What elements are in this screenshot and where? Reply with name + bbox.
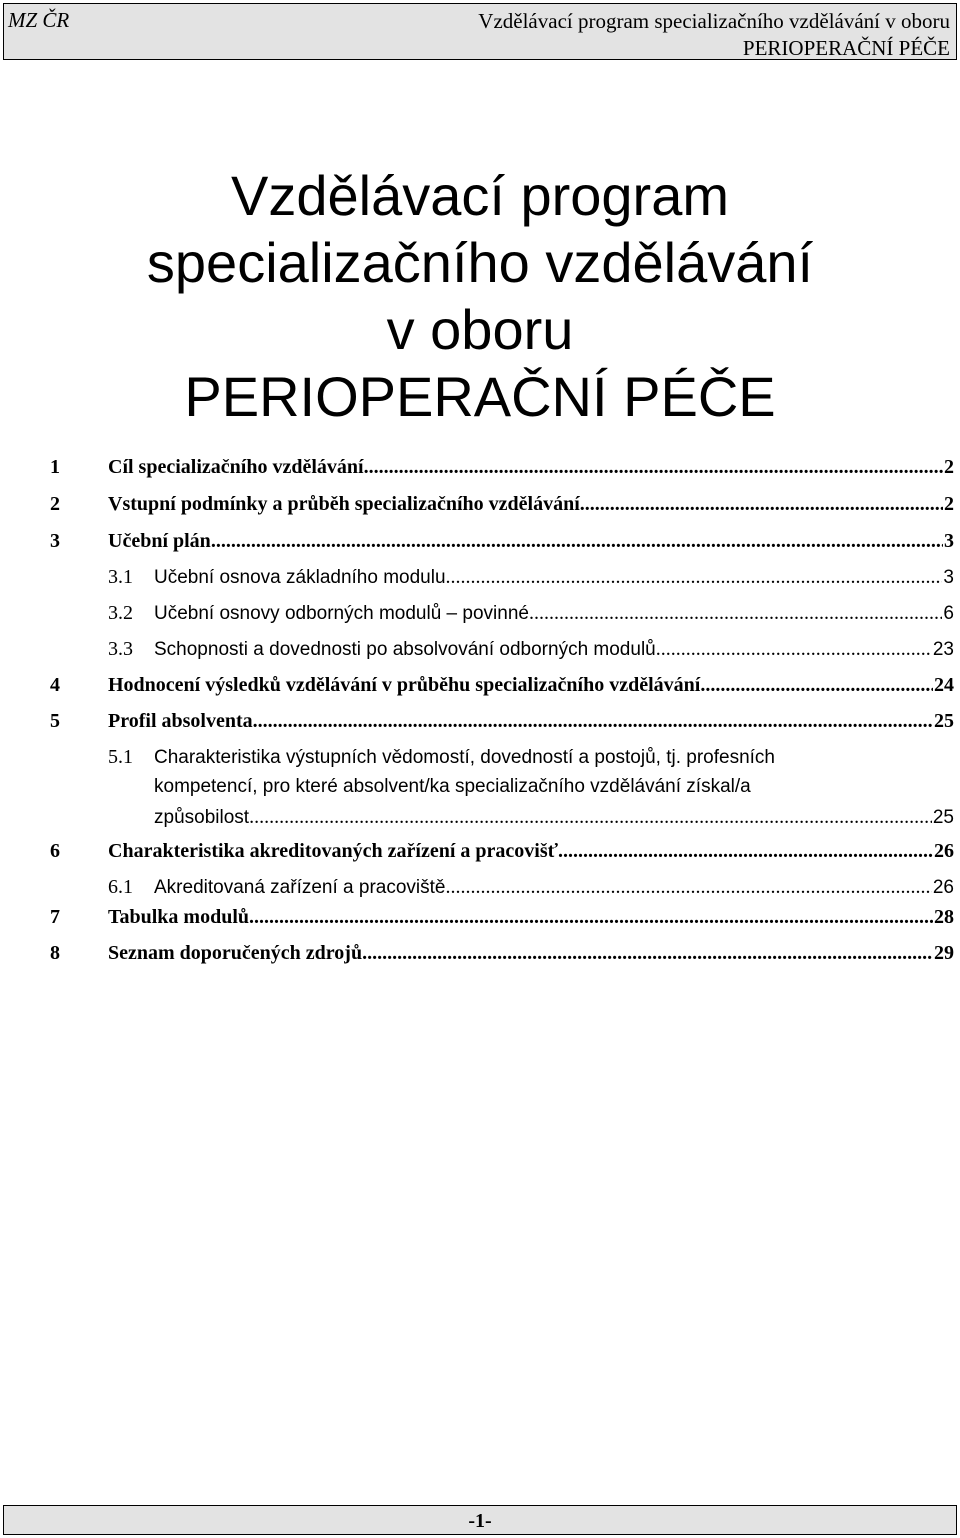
- toc-number: 6: [50, 840, 60, 862]
- toc-page: 26: [934, 840, 954, 862]
- toc-entry-5-1-line1[interactable]: [108, 742, 954, 772]
- toc-number: 5: [50, 710, 60, 732]
- toc-leader: [446, 872, 932, 902]
- header-title-line2: PERIOPERAČNÍ PÉČE: [742, 36, 950, 60]
- toc-leader: [249, 902, 933, 932]
- title-line4: PERIOPERAČNÍ PÉČE: [184, 365, 776, 428]
- page-header: [3, 3, 957, 60]
- toc-entry-6[interactable]: [50, 836, 954, 866]
- toc-label: Charakteristika výstupních vědomostí, dovedností a postojů, tj. profesních: [154, 747, 775, 768]
- header-ministry: MZ ČR: [8, 8, 70, 32]
- toc-page: 2: [944, 493, 954, 515]
- toc-label: Učební osnova základního modulu: [154, 567, 446, 588]
- toc-leader: [700, 670, 933, 700]
- toc-page: 25: [932, 807, 954, 828]
- toc-page: 2: [944, 456, 954, 478]
- toc-label: Hodnocení výsledků vzdělávání v průběhu specializačního vzdělávání: [108, 674, 701, 696]
- toc-number: 6.1: [108, 876, 133, 898]
- toc-label: Učební osnovy odborných modulů – povinné: [154, 603, 529, 624]
- toc-number: 4: [50, 674, 60, 696]
- title-line1: Vzdělávací program: [230, 164, 729, 227]
- toc-page: 24: [934, 674, 954, 696]
- toc-page: 3: [943, 567, 954, 588]
- toc-number: 7: [50, 906, 60, 928]
- toc-page: 6: [943, 603, 954, 624]
- toc-number: 3: [50, 530, 60, 552]
- toc-label: Tabulka modulů: [108, 906, 250, 928]
- toc-label: Učební plán: [108, 530, 211, 552]
- toc-entry-6-1[interactable]: [108, 872, 954, 902]
- toc-page: 25: [934, 710, 954, 732]
- toc-number: 3.3: [108, 638, 133, 660]
- toc-label: Charakteristika akreditovaných zařízení a pracovišť: [108, 840, 559, 862]
- toc-page: 23: [932, 639, 954, 660]
- toc-entry-5[interactable]: [50, 706, 954, 736]
- document-title: [0, 162, 960, 430]
- toc-leader: [362, 938, 933, 968]
- toc-leader: [446, 562, 943, 592]
- toc-leader: [253, 706, 933, 736]
- toc-number: 3.2: [108, 602, 133, 624]
- toc-leader: [529, 598, 942, 628]
- toc-entry-2[interactable]: [50, 489, 954, 519]
- toc-leader: [249, 802, 932, 832]
- toc-number: 8: [50, 942, 60, 964]
- toc-entry-4[interactable]: [50, 670, 954, 700]
- toc-entry-3-1[interactable]: [108, 562, 954, 592]
- toc-leader: [580, 489, 943, 519]
- toc-leader: [211, 526, 943, 556]
- toc-entry-7[interactable]: [50, 902, 954, 932]
- toc-entry-8[interactable]: [50, 938, 954, 968]
- toc-number: 3.1: [108, 566, 133, 588]
- page-number: -1-: [468, 1510, 492, 1532]
- toc-label: Profil absolventa: [108, 710, 253, 732]
- header-document-title: [478, 8, 950, 62]
- toc-label: Akreditovaná zařízení a pracoviště: [154, 877, 446, 898]
- toc-label: Vstupní podmínky a průběh specializačního vzdělávání: [108, 493, 580, 515]
- toc-leader: [656, 634, 932, 664]
- title-line2: specializačního vzdělávání: [146, 231, 814, 294]
- toc-entry-3[interactable]: [50, 526, 954, 556]
- toc-leader: [364, 452, 943, 482]
- toc-number: 2: [50, 493, 60, 515]
- toc-entry-5-1-line2: kompetencí, pro které absolvent/ka specializačního vzdělávání získal/a: [154, 776, 751, 797]
- toc-page: 29: [934, 942, 954, 964]
- toc-label: Cíl specializačního vzdělávání: [108, 456, 364, 478]
- title-line3: v oboru: [386, 298, 574, 361]
- toc-page: 28: [934, 906, 954, 928]
- toc-label: Seznam doporučených zdrojů: [108, 942, 363, 964]
- header-title-line1: Vzdělávací program specializačního vzdělávání v oboru: [478, 9, 950, 33]
- toc-page: 26: [932, 877, 954, 898]
- toc-leader: [558, 836, 933, 866]
- toc-number: 1: [50, 456, 60, 478]
- toc-entry-5-1-line3[interactable]: [154, 802, 954, 832]
- toc-number: 5.1: [108, 746, 133, 768]
- toc-label: způsobilost: [154, 807, 250, 828]
- toc-entry-1[interactable]: [50, 452, 954, 482]
- toc-page: 3: [944, 530, 954, 552]
- toc-label: Schopnosti a dovednosti po absolvování odborných modulů: [154, 639, 656, 660]
- page-footer: [3, 1505, 957, 1535]
- toc-entry-3-3[interactable]: [108, 634, 954, 664]
- toc-entry-3-2[interactable]: [108, 598, 954, 628]
